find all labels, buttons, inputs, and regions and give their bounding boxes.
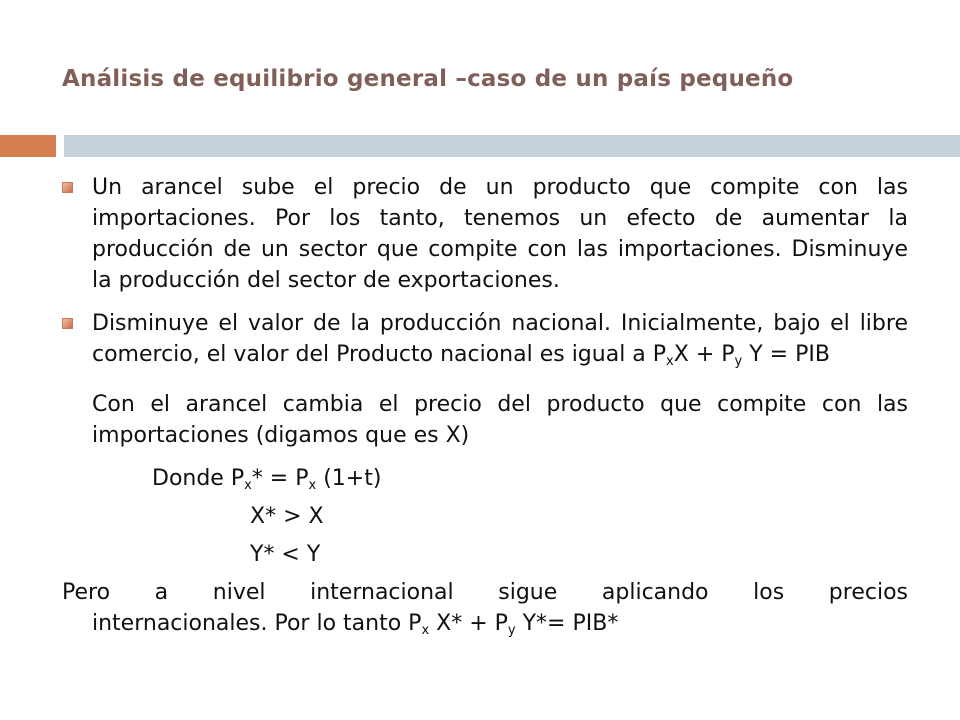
bullet-text: Y = PIB: [742, 342, 830, 367]
equation-text: (1+t): [316, 466, 382, 491]
closing-paragraph: [62, 577, 908, 646]
equation-text: Donde P: [152, 466, 245, 491]
square-bullet-icon: [62, 318, 73, 329]
bullet-item: [62, 308, 908, 377]
closing-line-1: Pero a nivel internacional sigue aplicando los precios: [62, 580, 908, 605]
subscript: y: [734, 354, 743, 369]
equation-donde: [62, 463, 908, 501]
bullet-text: Un arancel sube el precio de un producto que compite con las importaciones. Por los tanto, tenemos un efecto de aumentar la producción de un sector que compite con las importaciones. Disminuye la producción del sector de exportaciones.: [92, 175, 908, 293]
closing-text: internacionales. Por lo tanto P: [92, 611, 422, 636]
subscript: y: [507, 623, 516, 638]
slide-title: Análisis de equilibrio general –caso de un país pequeño: [62, 66, 794, 92]
square-bullet-icon: [62, 182, 73, 193]
paragraph: Con el arancel cambia el precio del producto que compite con las importaciones (digamos que es X): [92, 392, 908, 448]
bullet-item: [62, 172, 908, 296]
equation-text: * = P: [251, 466, 309, 491]
accent-bar-blue: [64, 135, 960, 157]
subscript: x: [244, 478, 252, 493]
closing-text: Y*= PIB*: [515, 611, 619, 636]
equation-x: X* > X: [250, 504, 324, 529]
closing-text: X* + P: [429, 611, 508, 636]
equation-y: Y* < Y: [250, 542, 321, 567]
subscript: x: [666, 354, 674, 369]
accent-bar-orange: [0, 135, 56, 157]
subscript: x: [308, 478, 317, 493]
closing-line-2: [62, 608, 908, 646]
subscript: x: [421, 623, 430, 638]
bullet-text: Disminuye el valor de la producción nacional. Inicialmente, bajo el libre comercio, el valor del Producto nacional es igual a P: [92, 311, 908, 367]
slide-content: [62, 172, 908, 646]
bullet-text: X + P: [673, 342, 735, 367]
